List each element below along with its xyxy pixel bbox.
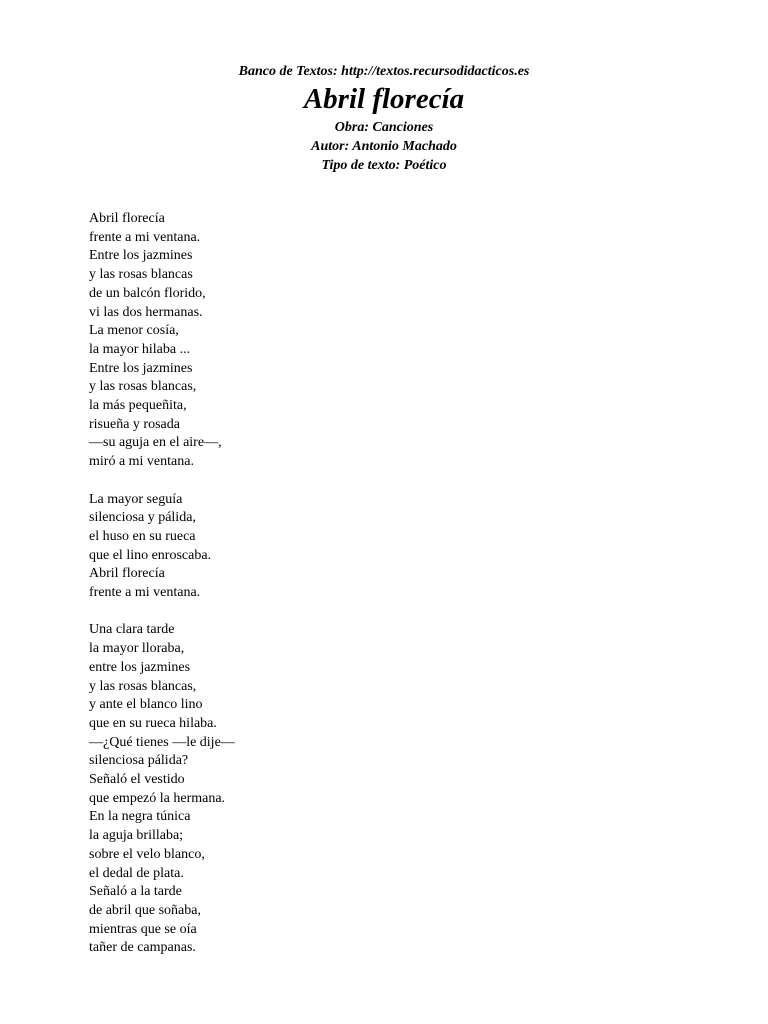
verse-line: Señaló el vestido <box>89 772 185 788</box>
verse-line: entre los jazmines <box>89 659 191 675</box>
verse-line: tañer de campanas. <box>89 940 196 956</box>
verse-line: el huso en su rueca <box>89 528 196 544</box>
verse-line: Señaló a la tarde <box>89 884 182 900</box>
verse-line: Abril florecía <box>89 566 165 582</box>
verse-line: —¿Qué tienes —le dije— <box>89 734 235 750</box>
verse-line: el dedal de plata. <box>89 865 184 881</box>
page-title: Abril florecía <box>303 83 465 115</box>
verse-line: Entre los jazmines <box>89 248 193 264</box>
verse-line: —su aguja en el aire—, <box>89 435 222 451</box>
verse-line: risueña y rosada <box>89 416 180 432</box>
work-line: Obra: Canciones <box>334 120 434 135</box>
verse-line: mientras que se oía <box>89 921 197 937</box>
verse-line: y las rosas blancas, <box>89 678 197 694</box>
stanza-2 <box>89 491 689 603</box>
verse-line: sobre el velo blanco, <box>89 846 205 862</box>
verse-line: Entre los jazmines <box>89 360 193 376</box>
verse-line: En la negra túnica <box>89 809 191 825</box>
verse-line: que el lino enroscaba. <box>89 547 212 563</box>
poem-body <box>89 210 689 977</box>
verse-line: de abril que soñaba, <box>89 902 201 918</box>
stanza-3 <box>89 621 689 958</box>
verse-line: Abril florecía <box>89 211 165 226</box>
verse-line: de un balcón florido, <box>89 285 206 301</box>
verse-line: silenciosa pálida? <box>89 753 189 769</box>
text-type-line: Tipo de texto: Poético <box>321 158 447 173</box>
stanza-1 <box>89 210 689 472</box>
source-line: Banco de Textos: http://textos.recursodidacticos.es <box>238 64 530 79</box>
document-header <box>0 63 768 175</box>
verse-line: vi las dos hermanas. <box>89 304 203 320</box>
verse-line: y ante el blanco lino <box>89 697 203 713</box>
verse-line: la más pequeñita, <box>89 398 187 414</box>
verse-line: Una clara tarde <box>89 622 175 638</box>
verse-line: frente a mi ventana. <box>89 229 201 245</box>
verse-line: que en su rueca hilaba. <box>89 715 217 731</box>
verse-line: y las rosas blancas <box>89 267 193 283</box>
verse-line: frente a mi ventana. <box>89 585 201 601</box>
verse-line: silenciosa y pálida, <box>89 510 196 526</box>
verse-line: miró a mi ventana. <box>89 454 194 470</box>
verse-line: la mayor lloraba, <box>89 641 185 657</box>
verse-line: la mayor hilaba ... <box>89 341 191 357</box>
author-line: Autor: Antonio Machado <box>311 139 457 154</box>
verse-line: y las rosas blancas, <box>89 379 197 395</box>
verse-line: que empezó la hermana. <box>89 790 226 806</box>
verse-line: La menor cosía, <box>89 323 179 339</box>
verse-line: La mayor seguía <box>89 491 183 507</box>
verse-line: la aguja brillaba; <box>89 828 184 844</box>
